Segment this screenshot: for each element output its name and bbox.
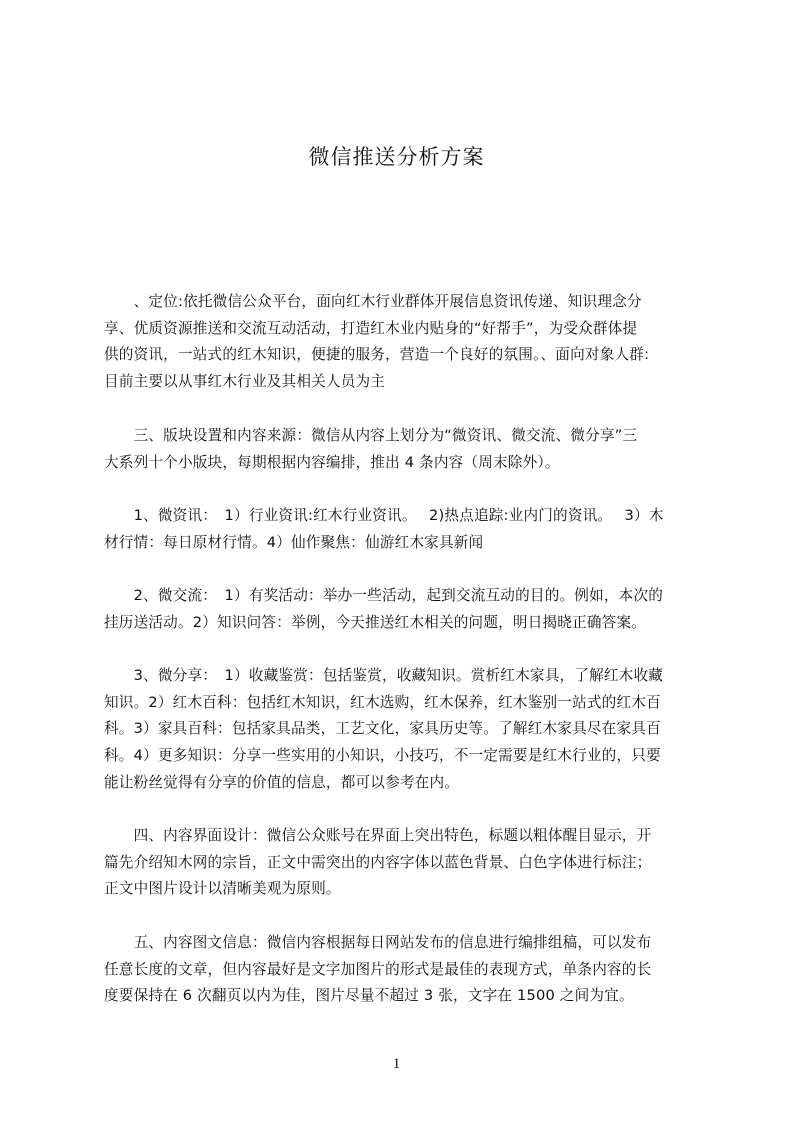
paragraph-micro-share-line: 3、微分享： 1）收藏鉴赏：包括鉴赏，收藏知识。赏析红木家具，了解红木收藏: [104, 667, 664, 684]
paragraph-micro-share-line: 科。3）家具百科：包括家具品类，工艺文化，家具历史等。了解红木家具尽在家具百: [104, 720, 661, 737]
page-number: 1: [392, 1056, 401, 1072]
paragraph-content-info-line: 五、内容图文信息：微信内容根据每日网站发布的信息进行编排组稿，可以发布: [104, 934, 652, 951]
paragraph-positioning-line: 目前主要以从事红木行业及其相关人员为主: [104, 373, 386, 390]
paragraph-content-info-line: 度要保持在 6 次翻页以内为佳，图片尽量不超过 3 张，文字在 1500 之间为宜。: [104, 987, 634, 1004]
paragraph-micro-news-line: 1、微资讯： 1）行业资讯:红木行业资讯。 2)热点追踪:业内门的资讯。 3）木: [104, 507, 664, 524]
paragraph-micro-exchange-line: 2、微交流： 1）有奖活动：举办一些活动，起到交流互动的目的。例如，本次的: [104, 587, 664, 604]
paragraph-micro-share-line: 能让粉丝觉得有分享的价值的信息，都可以参考在内。: [104, 774, 460, 791]
paragraph-positioning-line: 、定位:依托微信公众平台，面向红木行业群体开展信息资讯传递、知识理念分: [104, 293, 642, 310]
paragraph-micro-share-line: 科。4）更多知识：分享一些实用的小知识，小技巧，不一定需要是红木行业的，只要: [104, 747, 661, 764]
paragraph-content-info-line: 任意长度的文章，但内容最好是文字加图片的形式是最佳的表现方式，单条内容的长: [104, 961, 652, 978]
paragraph-interface-design-line: 四、内容界面设计：微信公众账号在界面上突出特色，标题以粗体醒目显示，开: [104, 827, 652, 844]
paragraph-micro-news-line: 材行情：每日原材行情。4）仙作聚焦：仙游红木家具新闻: [104, 534, 484, 551]
paragraph-sections-line: 三、版块设置和内容来源：微信从内容上划分为“微资讯、微交流、微分享”三: [104, 427, 638, 444]
paragraph-micro-share-line: 知识。2）红木百科：包括红木知识，红木选购，红木保养，红木鉴别一站式的红木百: [104, 694, 661, 711]
paragraph-interface-design-line: 正文中图片设计以清晰美观为原则。: [104, 880, 341, 897]
paragraph-sections-line: 大系列十个小版块，每期根据内容编排，推出 4 条内容（周末除外）。: [104, 454, 560, 471]
paragraph-positioning-line: 享、优质资源推送和交流互动活动，打造红木业内贴身的“好帮手”，为受众群体提: [104, 320, 638, 337]
paragraph-micro-exchange-line: 挂历送活动。2）知识问答：举例，今天推送红木相关的问题，明日揭晓正确答案。: [104, 614, 647, 631]
paragraph-positioning-line: 供的资讯，一站式的红木知识，便捷的服务，营造一个良好的氛围。、面向对象人群:: [104, 346, 650, 363]
document-title: 微信推送分析方案: [308, 145, 485, 169]
paragraph-interface-design-line: 篇先介绍知木网的宗旨，正文中需突出的内容字体以蓝色背景、白色字体进行标注；: [104, 854, 652, 871]
